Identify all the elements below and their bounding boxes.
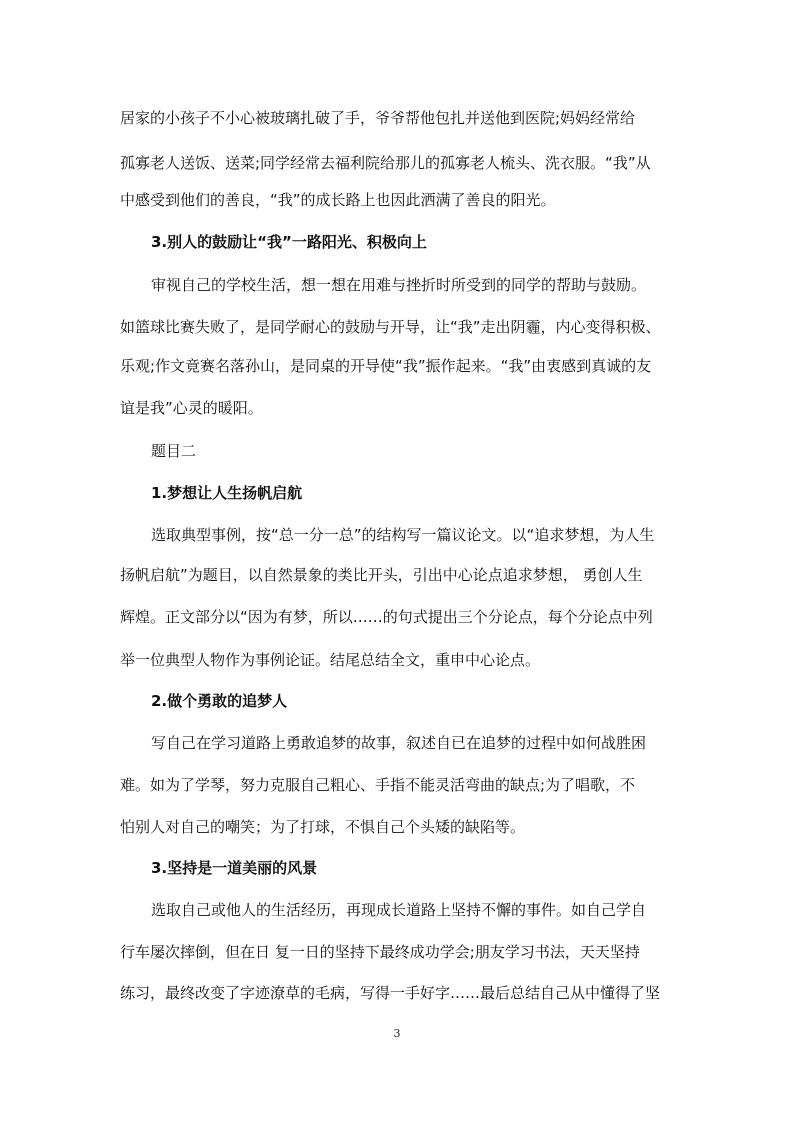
- paragraph-line: 选取自己或他人的生活经历，再现成长道路上坚持不懈的事件。如自己学自: [151, 901, 647, 919]
- paragraph-line: 举一位典型人物作为事例论证。结尾总结全文，重申中心论点。: [120, 651, 541, 669]
- page-number: 3: [393, 1027, 401, 1040]
- section-heading: 1.梦想让人生扬帆启航: [151, 484, 303, 502]
- paragraph-line: 写自己在学习道路上勇敢追梦的故事，叙述自已在追梦的过程中如何战胜困: [151, 734, 647, 752]
- section-heading: 3.别人的鼓励让“我”一路阳光、积极向上: [151, 233, 427, 251]
- paragraph-line: 行车屡次摔倒，但在日 复一日的坚持下最终成功学会;朋友学习书法，天天坚持: [120, 943, 640, 961]
- paragraph-line: 难。如为了学琴，努力克服自己粗心、手指不能灵活弯曲的缺点;为了唱歌，不: [120, 776, 636, 794]
- paragraph-line: 如篮球比赛失败了，是同学耐心的鼓励与开导，让“我”走出阴霾，内心变得积极、: [120, 318, 661, 336]
- paragraph-line: 练习，最终改变了字迹潦草的毛病，写得一手好字……最后总结自己从中懂得了坚: [120, 984, 661, 1002]
- paragraph-line: 居家的小孩子不小心被玻璃扎破了手，爷爷帮他包扎并送他到医院;妈妈经常给: [120, 109, 636, 127]
- paragraph-line: 中感受到他们的善良，“我”的成长路上也因此洒满了善良的阳光。: [120, 191, 556, 209]
- paragraph-line: 选取典型事例，按“总一分一总”的结构写一篇议论文。以“追求梦想，为人生: [151, 526, 655, 544]
- paragraph-line: 怕别人对自己的嘲笑；为了打球，不惧自己个头矮的缺陷等。: [120, 818, 526, 836]
- paragraph-line: 辉煌。正文部分以“因为有梦，所以……的句式提出三个分论点，每个分论点中列: [120, 608, 653, 626]
- paragraph-line: 审视自己的学校生活，想一想在用难与挫折时所受到的同学的帮助与鼓励。: [151, 276, 647, 294]
- paragraph-line: 孤寡老人送饭、送菜;同学经常去福利院给那儿的孤寡老人梳头、洗衣服。“我”从: [120, 154, 651, 172]
- paragraph-line: 扬帆启航”为题目，以自然景象的类比开头，引出中心论点追求梦想， 勇创人生: [120, 566, 643, 584]
- section-heading: 3.坚持是一道美丽的风景: [151, 859, 318, 877]
- paragraph-line: 谊是我”心灵的暖阳。: [120, 399, 263, 417]
- subject-heading: 题目二: [151, 442, 197, 460]
- section-heading: 2.做个勇敢的追梦人: [151, 692, 288, 710]
- paragraph-line: 乐观;作文竟赛名落孙山，是同桌的开导使“我”振作起来。“我”由衷感到真诚的友: [120, 357, 652, 375]
